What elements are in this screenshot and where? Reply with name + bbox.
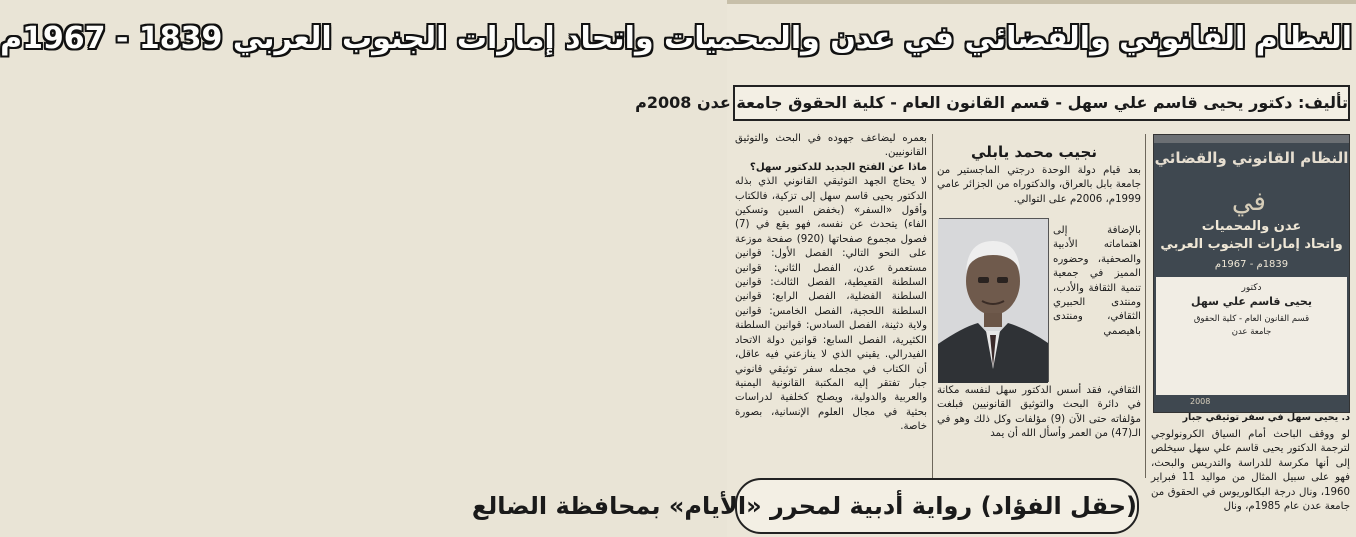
column-divider-left: [932, 134, 933, 478]
headline: النظام القانوني والقضائي في عدن والمحميات واتحاد إمارات الجنوب العربي 1839 - 1967م: [0, 21, 1352, 56]
cover-year: 2008: [1190, 397, 1211, 406]
cover-years: 1839م - 1967م: [1214, 259, 1289, 270]
cover-author-name: يحيى قاسم علي سهل: [1191, 295, 1312, 308]
cover-university: جامعة عدن: [1231, 327, 1272, 337]
middle-bottom-text: [937, 384, 1141, 472]
top-rule: [727, 0, 1356, 4]
left-question: ماذا عن الفتح الجديد للدكتور سهل؟: [749, 161, 927, 173]
cover-author-title: دكتور: [1241, 283, 1262, 293]
cover-title: النظام القانوني والقضائي: [1154, 149, 1349, 167]
cover-subtitle-1: عدن والمحميات: [1201, 219, 1302, 234]
author-name: نجيب محمد يابلي: [971, 143, 1097, 161]
cover-author-panel: [1156, 277, 1347, 395]
author-line: تأليف: دكتور يحيى قاسم علي سهل - قسم القانون العام - كلية الحقوق جامعة عدن 2008م: [733, 85, 1350, 121]
middle-top-paragraph: بعد قيام دولة الوحدة درجتي الماجستير من جامعة بابل بالعراق، والدكتوراه من الجزائر عامي 1999م، 2006م على التوالي.: [937, 165, 1141, 205]
left-intro: بعمره ليضاعف جهوده في البحث والتوثيق القانونيين.: [735, 133, 927, 159]
photo-caption: د. يحيى سهل في سفر توثيقي جبار: [1182, 412, 1350, 423]
middle-side-text: [1053, 224, 1141, 382]
left-body: لا يحتاج الجهد التوثيقي القانوني الذي بذله الدكتور يحيى قاسم سهل إلى تزكية، فالكتاب وأقول «السفر» (بخفض السين وتسكين الفاء) يتحدث عن نفسه، فهو يقع في (7) فصول مجموع صفحاتها (920) صفحة موزعة على النحو التالي: الفصل الأول: قوانين مستعمرة عدن، الفصل الثاني: قوانين السلطنة القعيطية، الفصل الثالث: قوانين السلطنة الفضلية، الفصل الرابع: قوانين السلطنة اللحجية، الفصل الخامس: قوانين ولاية دثينة، الفصل السادس: قوانين السلطنة الكثيرية، الفصل السابع: قوانين دولة الاتحاد الفيدرالي. يقيني الذي لا ينازعني فيه عاقل، أن الكتاب في مجمله سفر توثيقي قانوني جبار تفتقر إليه المكتبة القانونية اليمنية والعربية والدولية، ويصلح كخلفية لدراسات بحثية في مجال العلوم الإنسانية، بصورة خاصة.: [735, 176, 927, 433]
book-cover-image: [1153, 134, 1350, 413]
lower-right-column: [1151, 428, 1350, 536]
cover-top-band: [1154, 135, 1349, 143]
column-divider-right: [1145, 134, 1146, 478]
lower-right-paragraph: لو ووقف الباحث أمام السياق الكرونولوجي لترجمة الدكتور يحيى قاسم علي سهل سيخلص إلى أنها مكرسة للدراسة والتدريس والبحث، فهو على سبيل المثال من مواليد 11 فبراير 1960، ونال درجة البكالوريوس في الحقوق من جامعة عدن عام 1985م، ونال: [1151, 429, 1351, 513]
cover-subtitle-2: واتحاد إمارات الجنوب العربي: [1160, 237, 1343, 252]
bottom-headline: (حقل الفؤاد) رواية أدبية لمحرر «الأيام» بمحافظة الضالع: [735, 478, 1139, 534]
author-photo: [939, 218, 1049, 382]
middle-bottom-paragraph: الثقافي، فقد أسس الدكتور سهل لنفسه مكانة في دائرة البحث والتوثيق القانونيين فبلغت مؤلفاته حتى الآن (9) مؤلفات وكل ذلك وهو في الـ(47) من العمر وأسأل الله أن يمد: [937, 385, 1142, 440]
portrait-image: [938, 219, 1048, 383]
cover-ornament: في: [1231, 187, 1266, 217]
left-column: [735, 132, 927, 476]
middle-top-text: [937, 164, 1141, 222]
middle-side-paragraph: بالإضافة إلى اهتماماته الأدبية والصحفية، وحضوره المميز في جمعية تنمية الثقافة والأدب، ومنتدى الحبيري الثقافي، ومنتدى باهيصمي: [1053, 225, 1141, 337]
cover-department: قسم القانون العام - كلية الحقوق: [1193, 314, 1310, 324]
